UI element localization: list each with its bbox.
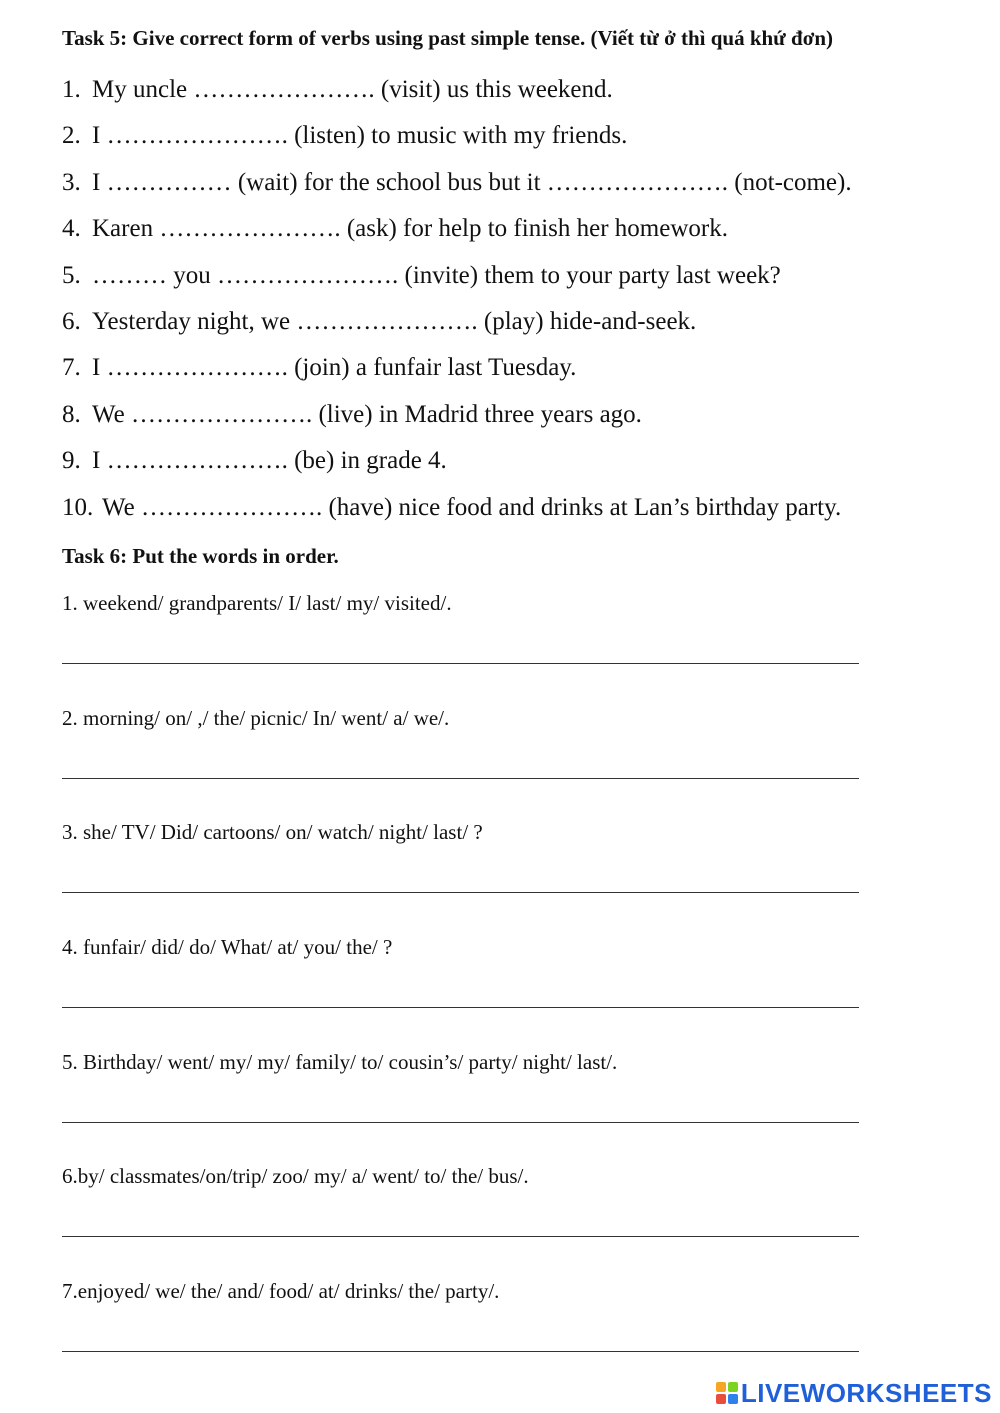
task5-item-text: My uncle …………………. (visit) us this weekend. (92, 76, 613, 103)
task5-item-text: I …………………. (listen) to music with my friends. (92, 122, 628, 150)
task6-item (62, 1163, 859, 1278)
task5-heading: Task 5: Give correct form of verbs using past simple tense. (Viết từ ở thì quá khứ đơn) (62, 26, 834, 50)
task6-answer-line[interactable] (62, 1236, 859, 1237)
liveworksheets-logo-text: LIVEWORKSHEETS (740, 1377, 992, 1408)
task6-item (62, 705, 859, 820)
task5-item (62, 260, 852, 306)
task5-item-text: I …………… (wait) for the school bus but it …………………. (not-come). (92, 168, 852, 196)
task5-item (62, 306, 852, 352)
task5-item (62, 352, 852, 398)
task5-item-text: We …………………. (have) nice food and drinks at Lan’s birthday party. (102, 493, 842, 521)
task6-item (62, 1049, 859, 1164)
task6-item (62, 590, 859, 705)
task5-item-text: Karen …………………. (ask) for help to finish her homework. (92, 215, 728, 243)
task5-item-text: I …………………. (be) in grade 4. (92, 447, 447, 475)
task6-item (62, 1278, 859, 1393)
task5-item (62, 74, 852, 120)
task5-item-number: 9. (62, 447, 81, 475)
task5-item (62, 213, 852, 259)
task6-item-prompt: 4. funfair/ did/ do/ What/ at/ you/ the/ ? (62, 935, 393, 960)
task5-item (62, 167, 852, 213)
task6-answer-line[interactable] (62, 1351, 859, 1352)
task6-answer-line[interactable] (62, 778, 859, 779)
task6-answer-line[interactable] (62, 663, 859, 664)
task5-item-text: We …………………. (live) in Madrid three years ago. (92, 400, 642, 428)
task5-item-number: 3. (62, 168, 81, 196)
task6-item-prompt: 5. Birthday/ went/ my/ my/ family/ to/ cousin’s/ party/ night/ last/. (62, 1049, 618, 1074)
task5-item (62, 120, 852, 166)
task5-item (62, 399, 852, 445)
task5-item-text: Yesterday night, we …………………. (play) hide-and-seek. (92, 307, 697, 335)
task6-item-prompt: 3. she/ TV/ Did/ cartoons/ on/ watch/ night/ last/ ? (62, 820, 483, 845)
task6-list (62, 590, 859, 1393)
task5-item (62, 445, 852, 491)
task6-item (62, 934, 859, 1049)
task5-item-number: 7. (62, 354, 81, 382)
task6-item-prompt: 1. weekend/ grandparents/ I/ last/ my/ visited/. (62, 591, 452, 615)
task5-item-number: 4. (62, 215, 81, 243)
task5-item-text: ……… you …………………. (invite) them to your party last week? (92, 261, 781, 289)
task6-answer-line[interactable] (62, 892, 859, 893)
task6-item-prompt: 7.enjoyed/ we/ the/ and/ food/ at/ drinks/ the/ party/. (62, 1279, 500, 1304)
task6-item (62, 819, 859, 934)
task5-item-number: 10. (62, 493, 94, 521)
task5-item-number: 8. (62, 400, 81, 428)
task5-list (62, 74, 852, 538)
task5-item-number: 1. (62, 76, 81, 103)
task6-item-prompt: 6.by/ classmates/on/trip/ zoo/ my/ a/ went/ to/ the/ bus/. (62, 1164, 529, 1189)
task6-item-prompt: 2. morning/ on/ ,/ the/ picnic/ In/ went/ a/ we/. (62, 705, 450, 730)
task5-item-number: 5. (62, 261, 81, 289)
liveworksheets-logo (716, 1379, 992, 1407)
task6-heading: Task 6: Put the words in order. (62, 544, 339, 568)
task5-item-text: I …………………. (join) a funfair last Tuesday. (92, 354, 577, 382)
task5-item-number: 6. (62, 307, 81, 335)
task6-answer-line[interactable] (62, 1122, 859, 1123)
task6-answer-line[interactable] (62, 1007, 859, 1008)
task5-item-number: 2. (62, 122, 81, 150)
liveworksheets-logo-icon (716, 1382, 738, 1404)
task5-item (62, 492, 852, 538)
